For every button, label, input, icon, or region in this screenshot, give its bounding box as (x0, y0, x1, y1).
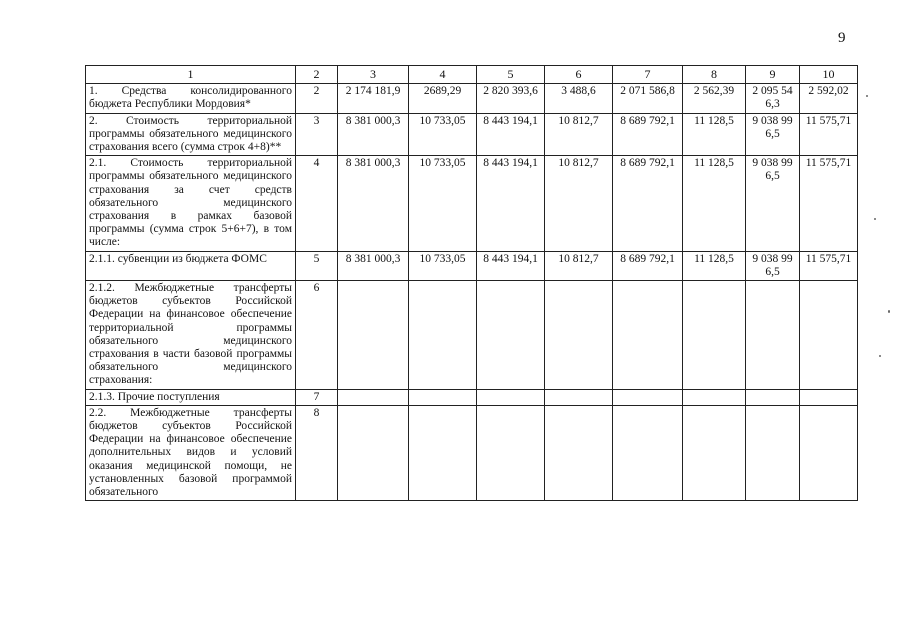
table-row (86, 281, 858, 390)
row-number: 5 (296, 251, 338, 280)
column-header: 4 (409, 66, 477, 84)
cell-value: 10 733,05 (409, 156, 477, 251)
cell-value (477, 389, 545, 405)
cell-value: 3 488,6 (545, 84, 613, 113)
column-header: 8 (683, 66, 746, 84)
cell-value (409, 389, 477, 405)
cell-value: 10 812,7 (545, 113, 613, 156)
scan-speck (866, 95, 868, 97)
scan-speck (874, 218, 876, 220)
cell-value: 10 733,05 (409, 251, 477, 280)
cell-value (545, 389, 613, 405)
cell-value: 11 128,5 (683, 113, 746, 156)
row-label: 2. Стоимость территориальной программы обязательного медицинского страхования всего (сумма строк 4+8)** (86, 113, 296, 156)
cell-value: 8 689 792,1 (613, 156, 683, 251)
cell-value: 11 575,71 (800, 113, 858, 156)
cell-value (338, 389, 409, 405)
cell-value: 2 071 586,8 (613, 84, 683, 113)
cell-value: 8 689 792,1 (613, 251, 683, 280)
cell-value: 11 575,71 (800, 156, 858, 251)
cell-value: 8 443 194,1 (477, 156, 545, 251)
cell-value: 8 443 194,1 (477, 113, 545, 156)
cell-value: 11 575,71 (800, 251, 858, 280)
cell-value (683, 281, 746, 390)
column-header: 2 (296, 66, 338, 84)
page-number: 9 (838, 30, 846, 46)
cell-value (613, 281, 683, 390)
table-row (86, 251, 858, 280)
cell-value (746, 389, 800, 405)
column-header: 3 (338, 66, 409, 84)
cell-value: 11 128,5 (683, 156, 746, 251)
cell-value (409, 281, 477, 390)
cell-value: 2689,29 (409, 84, 477, 113)
scan-speck (888, 310, 890, 313)
cell-value: 8 381 000,3 (338, 251, 409, 280)
table-row (86, 113, 858, 156)
cell-value: 9 038 996,5 (746, 156, 800, 251)
scan-speck (879, 355, 881, 357)
cell-value (613, 389, 683, 405)
cell-value (338, 281, 409, 390)
cell-value: 8 381 000,3 (338, 113, 409, 156)
column-header-row (86, 66, 858, 84)
cell-value: 9 038 996,5 (746, 113, 800, 156)
cell-value (800, 405, 858, 500)
row-number: 7 (296, 389, 338, 405)
cell-value (477, 405, 545, 500)
row-number: 8 (296, 405, 338, 500)
row-number: 2 (296, 84, 338, 113)
table-row (86, 84, 858, 113)
cell-value: 2 174 181,9 (338, 84, 409, 113)
cell-value (746, 405, 800, 500)
cell-value (683, 389, 746, 405)
cell-value (545, 281, 613, 390)
cell-value: 10 812,7 (545, 251, 613, 280)
cell-value (545, 405, 613, 500)
cell-value: 9 038 996,5 (746, 251, 800, 280)
cell-value (683, 405, 746, 500)
cell-value (409, 405, 477, 500)
cell-value (800, 389, 858, 405)
cell-value: 11 128,5 (683, 251, 746, 280)
cell-value: 8 689 792,1 (613, 113, 683, 156)
column-header: 6 (545, 66, 613, 84)
cell-value: 2 562,39 (683, 84, 746, 113)
row-label: 1. Средства консолидированного бюджета Республики Мордовия* (86, 84, 296, 113)
cell-value (477, 281, 545, 390)
column-header: 5 (477, 66, 545, 84)
cell-value: 10 812,7 (545, 156, 613, 251)
table-row (86, 405, 858, 500)
column-header: 7 (613, 66, 683, 84)
cell-value: 2 820 393,6 (477, 84, 545, 113)
row-label: 2.1.2. Межбюджетные трансферты бюджетов субъектов Российской Федерации на финансовое обеспечение территориальной программы обязательного медицинского страхования в части базовой программы обязательного медицинского страхования: (86, 281, 296, 390)
column-header: 10 (800, 66, 858, 84)
cell-value (338, 405, 409, 500)
cell-value (800, 281, 858, 390)
row-label: 2.1.1. субвенции из бюджета ФОМС (86, 251, 296, 280)
cell-value: 10 733,05 (409, 113, 477, 156)
row-number: 4 (296, 156, 338, 251)
cell-value (746, 281, 800, 390)
cell-value: 2 095 546,3 (746, 84, 800, 113)
financing-table (85, 65, 858, 501)
row-label: 2.1. Стоимость территориальной программы обязательного медицинского страхования за счет средств обязательного медицинского страхования в рамках базовой программы (сумма строк 5+6+7), в том числе: (86, 156, 296, 251)
row-label: 2.2. Межбюджетные трансферты бюджетов субъектов Российской Федерации на финансовое обеспечение дополнительных видов и условий оказания медицинской помощи, не установленных базовой программой обязательного (86, 405, 296, 500)
table-row (86, 389, 858, 405)
column-header: 9 (746, 66, 800, 84)
column-header: 1 (86, 66, 296, 84)
cell-value: 8 381 000,3 (338, 156, 409, 251)
row-label: 2.1.3. Прочие поступления (86, 389, 296, 405)
table-row (86, 156, 858, 251)
cell-value: 2 592,02 (800, 84, 858, 113)
row-number: 6 (296, 281, 338, 390)
cell-value (613, 405, 683, 500)
cell-value: 8 443 194,1 (477, 251, 545, 280)
row-number: 3 (296, 113, 338, 156)
